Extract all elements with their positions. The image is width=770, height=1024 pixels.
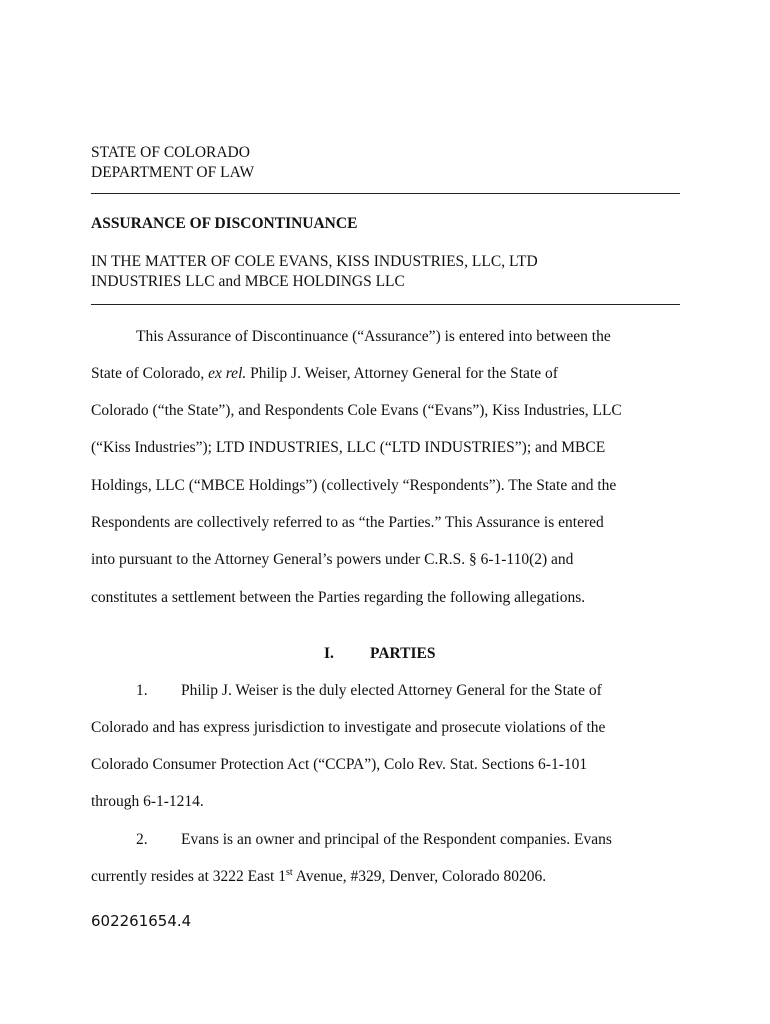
matter-line-1: IN THE MATTER OF COLE EVANS, KISS INDUSTRIES, LLC, LTD [91, 253, 538, 270]
intro-line-2-post: Philip J. Weiser, Attorney General for the State of [246, 365, 558, 382]
intro-line-7: into pursuant to the Attorney General’s powers under C.R.S. § 6-1-110(2) and [91, 551, 574, 568]
state-name: STATE OF COLORADO [91, 144, 250, 161]
para1-line-1: Philip J. Weiser is the duly elected Attorney General for the State of [181, 682, 602, 699]
document-title: ASSURANCE OF DISCONTINUANCE [91, 215, 358, 232]
section-heading [324, 644, 436, 664]
para2-line-1: Evans is an owner and principal of the Respondent companies. Evans [181, 831, 612, 848]
ordinal-suffix: st [285, 866, 293, 878]
para1-line-4: through 6-1-1214. [91, 793, 204, 810]
intro-line-2-pre: State of Colorado, [91, 365, 209, 382]
caption-divider [91, 304, 680, 305]
section-number: I. [324, 645, 334, 662]
intro-line-4: (“Kiss Industries”); LTD INDUSTRIES, LLC (“LTD INDUSTRIES”); and MBCE [91, 439, 606, 456]
para2-line-2 [91, 867, 546, 887]
para1-line-2: Colorado and has express jurisdiction to investigate and prosecute violations of the [91, 719, 606, 736]
header-divider [91, 193, 680, 194]
para1-line-3: Colorado Consumer Protection Act (“CCPA”), Colo Rev. Stat. Sections 6-1-101 [91, 756, 588, 773]
intro-line-5: Holdings, LLC (“MBCE Holdings”) (collectively “Respondents”). The State and the [91, 477, 617, 494]
intro-line-6: Respondents are collectively referred to as “the Parties.” This Assurance is entered [91, 514, 604, 531]
department-name: DEPARTMENT OF LAW [91, 164, 255, 181]
document-id-footer: 602261654.4 [91, 912, 192, 930]
intro-line-3: Colorado (“the State”), and Respondents Cole Evans (“Evans”), Kiss Industries, LLC [91, 402, 622, 419]
intro-line-2-em: ex rel. [208, 365, 247, 382]
agency-header [91, 143, 254, 183]
matter-line-2: INDUSTRIES LLC and MBCE HOLDINGS LLC [91, 273, 405, 290]
para2-line-2-pre: currently resides at 3222 East 1 [91, 868, 286, 885]
section-title: PARTIES [370, 645, 436, 662]
intro-line-1: This Assurance of Discontinuance (“Assurance”) is entered into between the [136, 328, 611, 345]
intro-line-8: constitutes a settlement between the Parties regarding the following allegations. [91, 589, 586, 606]
paragraph-1-number: 1. [136, 682, 148, 699]
matter-caption [91, 252, 651, 292]
para2-line-2-post: Avenue, #329, Denver, Colorado 80206. [292, 868, 547, 885]
paragraph-2-number: 2. [136, 831, 148, 848]
intro-line-2 [91, 364, 558, 384]
